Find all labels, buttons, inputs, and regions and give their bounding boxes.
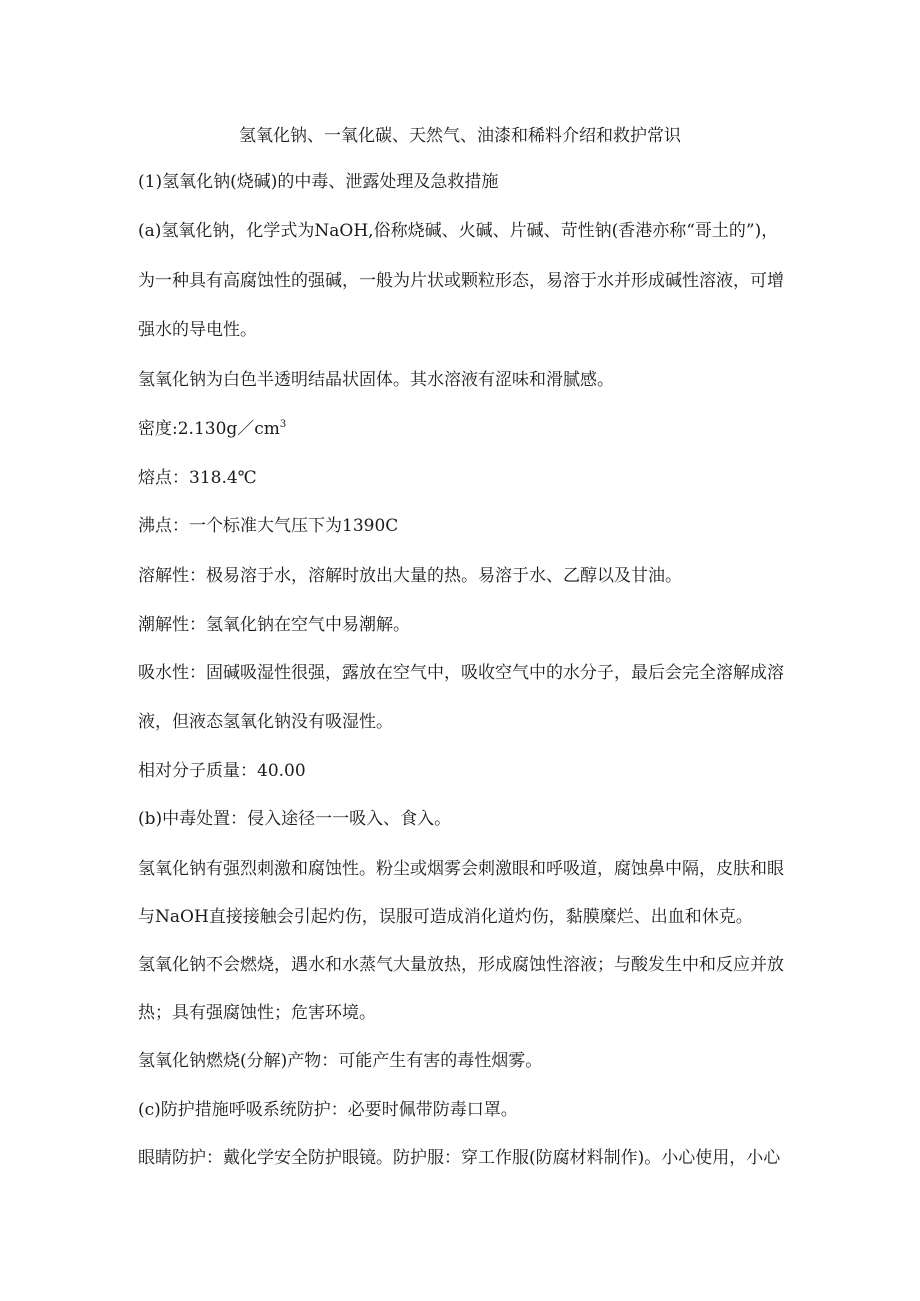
paragraph-line: 氢氧化钠为白色半透明结晶状固体。其水溶液有涩味和滑腻感。 — [138, 370, 614, 390]
solubility-line: 溶解性：极易溶于水，溶解时放出大量的热。易溶于水、乙醇以及甘油。 — [138, 566, 682, 586]
paragraph-line: 热；具有强腐蚀性；危害环境。 — [138, 1003, 376, 1023]
density-line — [138, 417, 286, 441]
paragraph-line: 液，但液态氢氧化钠没有吸湿性。 — [138, 712, 393, 732]
density-text: 密度:2.130g／cm — [138, 419, 280, 439]
molecular-mass-line: 相对分子质量：40.00 — [138, 761, 306, 781]
section-heading-poisoning: (b)中毒处置：侵入途径一一吸入、食入。 — [138, 809, 452, 829]
density-superscript: 3 — [279, 419, 287, 430]
melting-point-line: 熔点：318.4℃ — [138, 468, 257, 488]
paragraph-line: 与NaOH直接接触会引起灼伤，误服可造成消化道灼伤，黏膜糜烂、出血和休克。 — [138, 907, 753, 927]
paragraph-line: 氢氧化钠燃烧(分解)产物：可能产生有害的毒性烟雾。 — [138, 1051, 543, 1071]
paragraph-line: (a)氢氧化钠，化学式为NaOH,俗称烧碱、火碱、片碱、苛性钠(香港亦称“哥土的”)， — [138, 221, 779, 241]
hygroscopicity-line: 吸水性：固碱吸湿性很强，露放在空气中，吸收空气中的水分子，最后会完全溶解成溶 — [138, 663, 784, 683]
paragraph-line: 强水的导电性。 — [138, 320, 257, 340]
deliquescence-line: 潮解性：氢氧化钠在空气中易潮解。 — [138, 615, 410, 635]
paragraph-line: 眼睛防护：戴化学安全防护眼镜。防护服：穿工作服(防腐材料制作)。小心使用，小心 — [138, 1148, 781, 1168]
section-heading-sodium-hydroxide: (1)氢氧化钠(烧碱)的中毒、泄露处理及急救措施 — [138, 172, 499, 192]
paragraph-line: 为一种具有高腐蚀性的强碱，一般为片状或颗粒形态，易溶于水并形成碱性溶液，可增 — [138, 271, 784, 291]
paragraph-line: 氢氧化钠有强烈刺激和腐蚀性。粉尘或烟雾会刺激眼和呼吸道，腐蚀鼻中隔，皮肤和眼 — [138, 859, 784, 879]
document-title: 氢氧化钠、一氧化碳、天然气、油漆和稀料介绍和救护常识 — [239, 126, 681, 146]
boiling-point-line: 沸点：一个标准大气压下为1390C — [138, 516, 399, 536]
section-heading-protection: (c)防护措施呼吸系统防护：必要时佩带防毒口罩。 — [138, 1100, 518, 1120]
paragraph-line: 氢氧化钠不会燃烧，遇水和水蒸气大量放热，形成腐蚀性溶液；与酸发生中和反应并放 — [138, 955, 784, 975]
